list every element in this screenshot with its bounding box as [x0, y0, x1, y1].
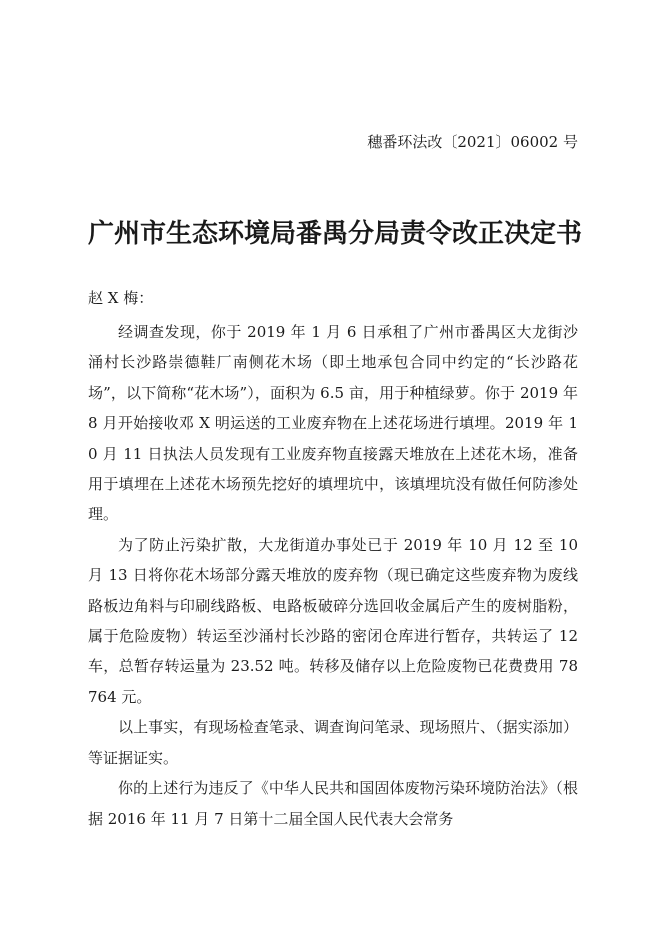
paragraph-investigation: 经调查发现，你于 2019 年 1 月 6 日承租了广州市番禺区大龙街沙涌村长沙路崇德鞋厂南侧花木场（即土地承包合同中约定的“长沙路花场”，以下简称“花木场”），面积为 6.5 亩，用于种植绿萝。你于 2019 年 8 月开始接收邓 X 明运送的工业废弃物在上述花场进行填埋。2019 年 10 月 11 日执法人员发现有工业废弃物直接露天堆放在上述花木场，准备用于填埋在上述花木场预先挖好的填埋坑中，该填埋坑没有做任何防渗处理。 [88, 323, 578, 524]
addressee: 赵 X 梅： [88, 289, 154, 307]
document-title: 广州市生态环境局番禺分局责令改正决定书 [88, 219, 583, 249]
paragraph-evidence: 以上事实，有现场检查笔录、调查询问笔录、现场照片、（据实添加）等证据证实。 [88, 718, 578, 767]
paragraph-violation: 你的上述行为违反了《中华人民共和国固体废物污染环境防治法》（根据 2016 年 11 月 7 日第十二届全国人民代表大会常务 [88, 779, 578, 828]
document-number: 穗番环法改〔2021〕06002 号 [367, 133, 578, 151]
paragraph-pollution-control: 为了防止污染扩散，大龙街道办事处已于 2019 年 10 月 12 至 10 月 13 日将你花木场部分露天堆放的废弃物（现已确定这些废弃物为废线路板边角料与印刷线路板、电路板破碎分选回收金属后产生的废树脂粉，属于危险废物）转运至沙涌村长沙路的密闭仓库进行暂存，共转运了 12 车，总暂存转运量为 23.52 吨。转移及储存以上危险废物已花费费用 78764 元。 [88, 535, 578, 706]
document-body [88, 317, 578, 834]
